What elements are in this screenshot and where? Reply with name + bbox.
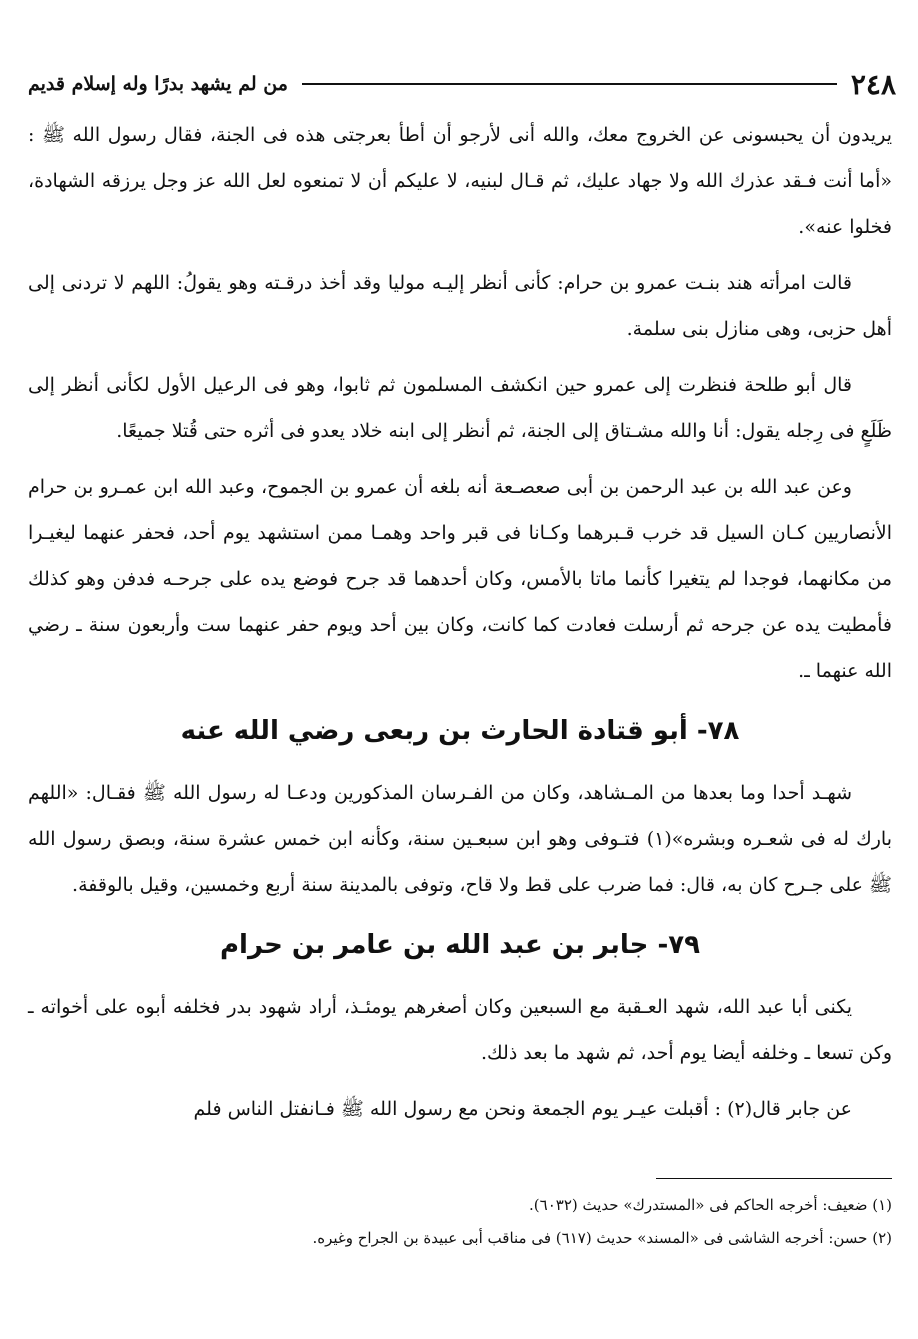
running-title: من لم يشهد بدرًا وله إسلام قديم: [28, 73, 288, 95]
paragraph: قالت امرأته هند بنـت عمرو بن حرام: كأنى أنظر إليـه موليا وقد أخذ درقـته وهو يقولُ: اللهم لا تردنى إلى أهل حزبى، وهى منازل بنى سلمة.: [28, 272, 892, 340]
header-rule: [302, 83, 837, 85]
paragraph: عن جابر قال(٢) : أقبلت عيـر يوم الجمعة ونحن مع رسول الله ﷺ فـانفتل الناس فلم: [193, 1098, 852, 1120]
section-heading-79: ٧٩- جابر بن عبد الله بن عامر بن حرام: [220, 930, 700, 960]
paragraph: يريدون أن يحبسونى عن الخروج معك، والله أنى لأرجو أن أطأ بعرجتى هذه فى الجنة، فقال رسول الله ﷺ : «أما أنت فـقد عذرك الله ولا جهاد عليك، ثم قـال لبنيه، لا عليكم أن لا تمنعوه لعل الله عز وجل يرزقه الشهادة، فخلوا عنه».: [28, 124, 892, 238]
paragraph: قال أبو طلحة فنظرت إلى عمرو حين انكشف المسلمون ثم ثابوا، وهو فى الرعيل الأول لكأنى أنظر إلى ظَلَعٍ فى رِجله يقول: أنا والله مشـتاق إلى الجنة، ثم أنظر إلى ابنه خلاد يعدو فى أثره حتى قُتلا جميعًا.: [28, 374, 892, 442]
footnotes: [28, 1178, 892, 1255]
page-number: ٢٤٨: [850, 67, 896, 101]
paragraph: يكنى أبا عبد الله، شهد العـقبة مع السبعين وكان أصغرهم يومئـذ، أراد شهود بدر فخلفه أبوه على أخواته ـ وكن تسعا ـ وخلفه أيضا يوم أحد، ثم شهد ما بعد ذلك.: [28, 996, 892, 1064]
page-header: [28, 64, 896, 104]
footnote: (١) ضعيف: أخرجه الحاكم فى «المستدرك» حديث (٦٠٣٢).: [529, 1196, 892, 1214]
paragraph: شهـد أحدا وما بعدها من المـشاهد، وكان من الفـرسان المذكورين ودعـا له رسول الله ﷺ فقـال: «اللهم بارك له فى شعـره وبشره»(١) فتـوفى وهو ابن سبعـين سنة، وكأنه ابن خمس عشرة سنة، وبصق رسول الله ﷺ على جـرح كان به، قال: فما ضرب على قط ولا قاح، وتوفى بالمدينة سنة أربع وخمسين، وقيل بالوقفة.: [28, 782, 892, 896]
footnote-rule: [656, 1178, 892, 1179]
page-body: [28, 112, 892, 1142]
paragraph: وعن عبد الله بن عبد الرحمن بن أبى صعصـعة أنه بلغه أن عمرو بن الجموح، وعبد الله ابن عمـرو بن حرام الأنصاريين كـان السيل قد خرب قـبرهما وكـانا فى قبر واحد وهمـا ممن استشهد يوم أحد، فحفر عنهما ليغيـرا من مكانهما، فوجدا لم يتغيرا كأنما ماتا بالأمس، وكان أحدهما قد جرح فوضع يده على جرحـه فدفن وهو كذلك فأمطيت يده عن جرحه ثم أرسلت فعادت كما كانت، وكان بين أحد ويوم حفر عنهما ست وأربعون سنة ـ رضي الله عنهما ـ.: [28, 476, 892, 682]
section-heading-78: ٧٨- أبو قتادة الحارث بن ربعى رضي الله عنه: [180, 716, 740, 746]
footnote: (٢) حسن: أخرجه الشاشى فى «المسند» حديث (٦١٧) فى مناقب أبى عبيدة بن الجراح وغيره.: [312, 1229, 892, 1247]
